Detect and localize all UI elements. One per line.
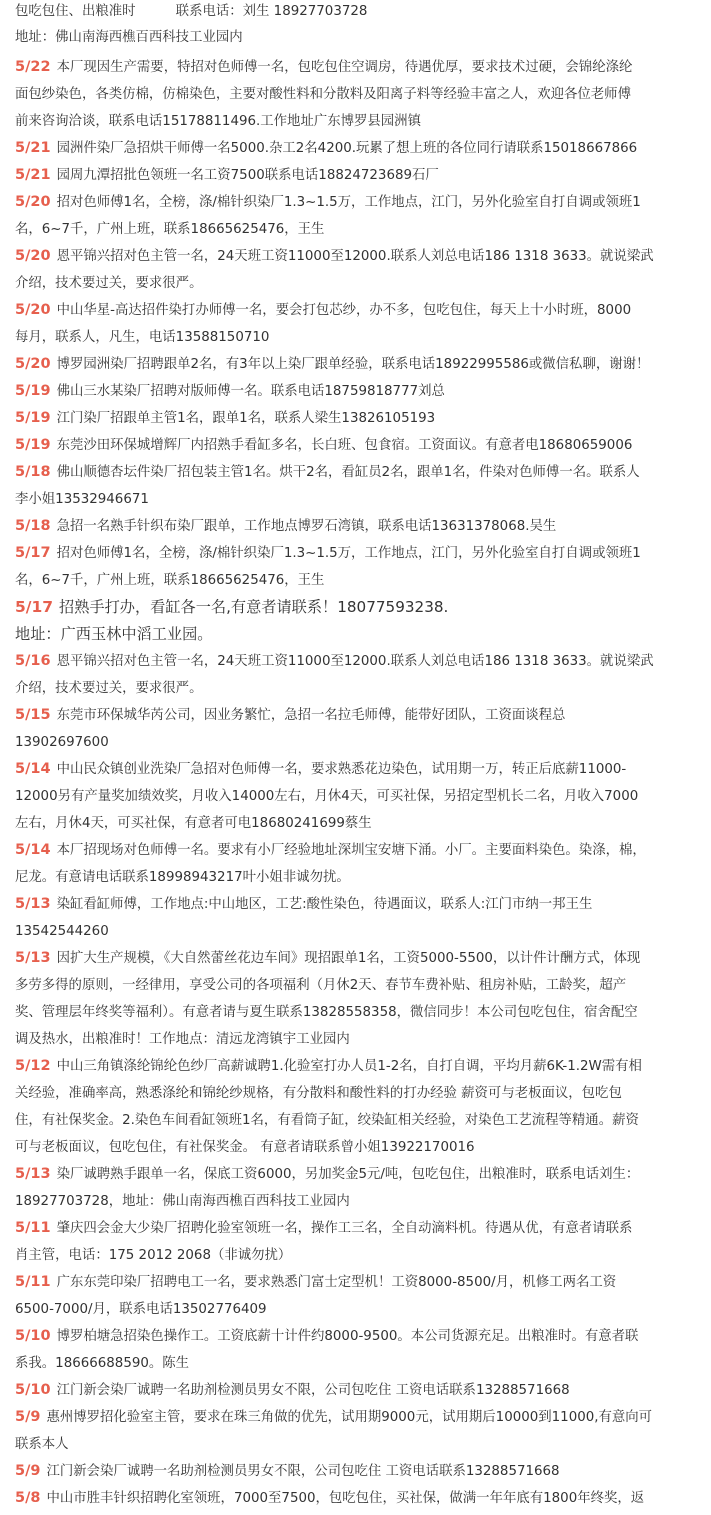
listing-text: 可与老板面议，包吃包住，有社保奖金。 有意者请联系曾小姐13922170016 xyxy=(15,1140,475,1155)
listing-line-dated xyxy=(15,540,705,567)
listing-line xyxy=(15,783,705,810)
listing-line xyxy=(15,1080,705,1107)
listing-line xyxy=(15,1188,705,1215)
listing-line xyxy=(15,1350,705,1377)
listing-line xyxy=(15,81,705,108)
listing-line-dated xyxy=(15,297,705,324)
listing-text: 江门新会染厂诚聘一名助剂检测员男女不限，公司包吃住 工资电话联系13288571668 xyxy=(46,1464,560,1479)
listing-line xyxy=(15,1026,705,1053)
listing-date: 5/20 xyxy=(15,194,51,210)
listing-text: 因扩大生产规模，《大自然蕾丝花边车间》现招跟单1名，工资5000-5500，以计件计酬方式，体现 xyxy=(56,951,641,966)
listing-date: 5/20 xyxy=(15,356,51,372)
listing-text: 左右，月休4天，可买社保，有意者可电18680241699蔡生 xyxy=(15,816,372,831)
listing-text: 中山民众镇创业洗染厂急招对色师傅一名，要求熟悉花边染色，试用期一万，转正后底薪11000- xyxy=(56,762,627,777)
listing-text: 系我。18666688590。陈生 xyxy=(15,1356,190,1371)
listing-line xyxy=(15,24,705,51)
listing-line xyxy=(15,567,705,594)
listing-date: 5/14 xyxy=(15,842,51,858)
listing-line-dated xyxy=(15,1215,705,1242)
listing-text: 13902697600 xyxy=(15,735,109,750)
listing-date: 5/11 xyxy=(15,1220,51,1236)
listing-line xyxy=(15,1107,705,1134)
listing-text: 18927703728，地址：佛山南海西樵百西科技工业园内 xyxy=(15,1194,350,1209)
listing-line-dated xyxy=(15,243,705,270)
listing-text: 园洲件染厂急招烘干师傅一名5000.杂工2名4200.玩累了想上班的各位同行请联系15018667866 xyxy=(56,141,638,156)
listing-date: 5/8 xyxy=(15,1490,41,1506)
listing-line xyxy=(15,1431,705,1458)
listing-text: 关经验，准确率高，熟悉涤纶和锦纶纱规格，有分散料和酸性料的打办经验 薪资可与老板面议，包吃包 xyxy=(15,1086,622,1101)
listing-text: 地址：佛山南海西樵百西科技工业园内 xyxy=(15,30,243,45)
listing-date: 5/13 xyxy=(15,1166,51,1182)
listing-text: 招熟手打办，看缸各一名,有意者请联系！18077593238. xyxy=(59,598,449,616)
listing-text: 肖主管，电话：175 2012 2068（非诚勿扰） xyxy=(15,1248,292,1263)
listing-line-dated xyxy=(15,1377,705,1404)
listing-date: 5/9 xyxy=(15,1463,41,1479)
listing-text: 联系本人 xyxy=(15,1437,69,1452)
listing-text: 每月，联系人，凡生，电话13588150710 xyxy=(15,330,270,345)
listing-line xyxy=(15,1134,705,1161)
listing-line-dated xyxy=(15,189,705,216)
listing-text: 奖、管理层年终奖等福利）。有意者请与夏生联系13828558358，微信同步！本公司包吃包住，宿舍配空 xyxy=(15,1005,638,1020)
listing-line xyxy=(15,864,705,891)
listing-text: 中山华星-高达招件染打办师傅一名，要会打包芯纱，办不多，包吃包住，每天上十小时班，8000 xyxy=(56,303,632,318)
listing-text: 前来咨询洽谈，联系电话15178811496.工作地址广东博罗县园洲镇 xyxy=(15,114,421,129)
listing-line xyxy=(15,729,705,756)
listing-text: 博罗柏塘急招染色操作工。工资底薪十计件约8000-9500。本公司货源充足。出粮准时。有意者联 xyxy=(56,1329,639,1344)
listing-text: 惠州博罗招化验室主管，要求在珠三角做的优先，试用期9000元，试用期后10000到11000,有意向可 xyxy=(46,1410,653,1425)
listing-line xyxy=(15,810,705,837)
listing-line xyxy=(15,216,705,243)
listing-line xyxy=(15,999,705,1026)
listing-date: 5/12 xyxy=(15,1058,51,1074)
listing-line xyxy=(15,675,705,702)
listing-line-dated xyxy=(15,162,705,189)
listing-line-dated xyxy=(15,945,705,972)
listing-date: 5/13 xyxy=(15,950,51,966)
listing-text: 招对色师傅1名，全榜，涤/棉针织染厂1.3~1.5万，工作地点，江门，另外化验室自打自调或领班1 xyxy=(56,195,641,210)
listing-text: 江门新会染厂诚聘一名助剂检测员男女不限，公司包吃住 工资电话联系13288571668 xyxy=(56,1383,570,1398)
listing-date: 5/19 xyxy=(15,383,51,399)
listing-line xyxy=(15,972,705,999)
listing-date: 5/20 xyxy=(15,248,51,264)
listing-line-dated xyxy=(15,54,705,81)
listing-line-dated xyxy=(15,756,705,783)
listing-text: 13542544260 xyxy=(15,924,109,939)
listing-text: 广东东莞印染厂招聘电工一名，要求熟悉门富士定型机！工资8000-8500/月，机修工两名工资 xyxy=(56,1275,617,1290)
listing-text: 面包纱染色，各类仿棉，仿棉染色，主要对酸性料和分散料及阳离子料等经验丰富之人，欢迎各位老师傅 xyxy=(15,87,631,102)
listing-line-dated xyxy=(15,1404,705,1431)
listing-text: 博罗园洲染厂招聘跟单2名，有3年以上染厂跟单经验，联系电话18922995586或微信私聊，谢谢！ xyxy=(56,357,650,372)
listing-text: 6500-7000/月，联系电话13502776409 xyxy=(15,1302,267,1317)
listing-text: 多劳多得的原则，一经律用，享受公司的各项福利（月休2天、春节车费补贴、租房补贴，工龄奖，超产 xyxy=(15,978,627,993)
listing-date: 5/19 xyxy=(15,437,51,453)
listing-text: 中山三角镇涤纶锦纶色纱厂高薪诚聘1.化验室打办人员1-2名，自打自调，平均月薪6K-1.2W需有相 xyxy=(56,1059,642,1074)
listing-line-dated xyxy=(15,459,705,486)
listing-text: 恩平锦兴招对色主管一名，24天班工资11000至12000.联系人刘总电话186 1318 3633。就说梁武 xyxy=(56,654,654,669)
listing-line xyxy=(15,270,705,297)
listing-line-dated xyxy=(15,594,705,621)
listing-text: 染缸看缸师傅，工作地点:中山地区，工艺:酸性染色，待遇面议，联系人:江门市纳一邦王生 xyxy=(56,897,593,912)
listing-text: 本厂招现场对色师傅一名。要求有小厂经验地址深圳宝安塘下涌。小厂。主要面料染色。染涤，棉， xyxy=(56,843,646,858)
listing-line-dated xyxy=(15,513,705,540)
listing-text: 住，有社保奖金。2.染色车间看缸领班1名，有看筒子缸，绞染缸相关经验，对染色工艺流程等精通。薪资 xyxy=(15,1113,639,1128)
listing-line xyxy=(15,1242,705,1269)
listing-date: 5/17 xyxy=(15,545,51,561)
listing-line xyxy=(15,0,705,25)
listing-line-dated xyxy=(15,1053,705,1080)
listing-date: 5/22 xyxy=(15,59,51,75)
listing-text: 佛山顺德杏坛件染厂招包装主管1名。烘干2名，看缸员2名，跟单1名，件染对色师傅一名。联系人 xyxy=(56,465,640,480)
listing-date: 5/21 xyxy=(15,140,51,156)
listing-date: 5/19 xyxy=(15,410,51,426)
listing-line xyxy=(15,918,705,945)
listing-line-dated xyxy=(15,837,705,864)
listing-text: 急招一名熟手针织布染厂跟单，工作地点博罗石湾镇，联系电话13631378068.吴生 xyxy=(56,519,557,534)
listing-text: 招对色师傅1名，全榜，涤/棉针织染厂1.3~1.5万，工作地点，江门，另外化验室自打自调或领班1 xyxy=(56,546,641,561)
listing-line-dated xyxy=(15,1458,705,1485)
listing-text: 东莞沙田环保城增辉厂内招熟手看缸多名，长白班、包食宿。工资面议。有意者电18680659006 xyxy=(56,438,633,453)
listing-date: 5/15 xyxy=(15,707,51,723)
listing-line-dated xyxy=(15,432,705,459)
listing-text: 尼龙。有意请电话联系18998943217叶小姐非诚勿扰。 xyxy=(15,870,350,885)
listing-text: 李小姐13532946671 xyxy=(15,492,149,507)
listing-text: 染厂诚聘熟手跟单一名，保底工资6000，另加奖金5元/吨，包吃包住，出粮准时，联系电话刘生： xyxy=(56,1167,640,1182)
listing-date: 5/10 xyxy=(15,1382,51,1398)
listing-text: 东莞市环保城华芮公司，因业务繁忙，急招一名拉毛师傅，能带好团队，工资面谈程总 xyxy=(56,708,566,723)
listing-line xyxy=(15,1296,705,1323)
listing-text: 园周九潭招批色领班一名工资7500联系电话18824723689石厂 xyxy=(56,168,439,183)
listing-line xyxy=(15,324,705,351)
listing-line-dated xyxy=(15,1161,705,1188)
listing-line xyxy=(15,486,705,513)
listing-line xyxy=(15,108,705,135)
listing-date: 5/17 xyxy=(15,598,54,616)
listing-text: 本厂现因生产需要，特招对色师傅一名，包吃包住空调房，待遇优厚，要求技术过硬，会锦纶涤纶 xyxy=(56,60,633,75)
listing-date: 5/18 xyxy=(15,518,51,534)
listing-date: 5/16 xyxy=(15,653,51,669)
listing-text: 包吃包住、出粮准时 联系电话：刘生 18927703728 xyxy=(15,4,368,19)
listing-date: 5/20 xyxy=(15,302,51,318)
listing-date: 5/10 xyxy=(15,1328,51,1344)
listing-date: 5/11 xyxy=(15,1274,51,1290)
listing-line-dated xyxy=(15,702,705,729)
listing-line-dated xyxy=(15,1323,705,1350)
listing-text: 江门染厂招跟单主管1名，跟单1名，联系人梁生13826105193 xyxy=(56,411,436,426)
listing-text: 恩平锦兴招对色主管一名，24天班工资11000至12000.联系人刘总电话186 1318 3633。就说梁武 xyxy=(56,249,654,264)
listing-line-dated xyxy=(15,405,705,432)
listing-text: 中山市胜丰针织招聘化室领班，7000至7500，包吃包住，买社保，做满一年年底有1800年终奖，返 xyxy=(46,1491,645,1506)
listing-line-dated xyxy=(15,351,705,378)
listing-date: 5/21 xyxy=(15,167,51,183)
listing-text: 介绍，技术要过关，要求很严。 xyxy=(15,681,203,696)
listing-date: 5/9 xyxy=(15,1409,41,1425)
listing-text: 名，6~7千，广州上班，联系18665625476，王生 xyxy=(15,573,325,588)
listing-line-dated xyxy=(15,378,705,405)
listing-line-dated xyxy=(15,648,705,675)
listing-text: 调及热水，出粮准时！工作地点：清远龙湾镇宇工业园内 xyxy=(15,1032,350,1047)
listing-line-dated xyxy=(15,135,705,162)
listing-date: 5/18 xyxy=(15,464,51,480)
listing-text: 肇庆四会金大少染厂招聘化验室领班一名，操作工三名，全自动滴料机。待遇从优，有意者请联系 xyxy=(56,1221,633,1236)
listing-text: 介绍，技术要过关，要求很严。 xyxy=(15,276,203,291)
listing-text: 地址：广西玉林中滔工业园。 xyxy=(15,625,213,643)
listing-text: 12000另有产量奖加绩效奖，月收入14000左右，月休4天，可买社保，另招定型机长二名，月收入7000 xyxy=(15,789,639,804)
listing-line-dated xyxy=(15,1269,705,1296)
listing-text: 佛山三水某染厂招聘对版师傅一名。联系电话18759818777刘总 xyxy=(56,384,445,399)
listing-line xyxy=(15,621,705,648)
listing-line-dated xyxy=(15,891,705,918)
listing-date: 5/13 xyxy=(15,896,51,912)
listing-line-dated xyxy=(15,1485,705,1512)
listing-text: 名，6~7千，广州上班，联系18665625476，王生 xyxy=(15,222,325,237)
listing-date: 5/14 xyxy=(15,761,51,777)
